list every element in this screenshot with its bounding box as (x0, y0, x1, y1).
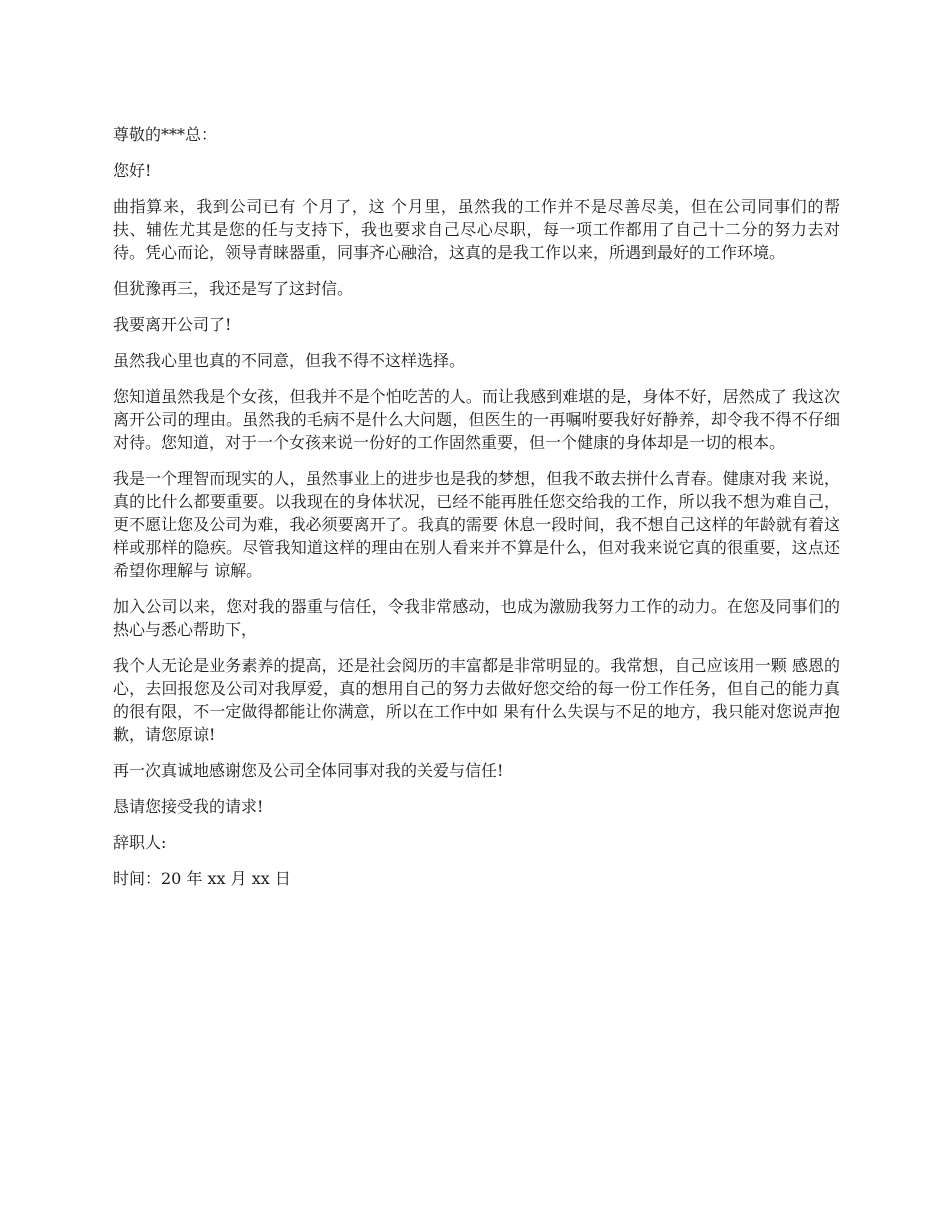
greeting: 您好! (113, 161, 152, 180)
signature-label: 辞职人: (113, 833, 167, 852)
paragraph: 我要离开公司了! (113, 315, 232, 334)
paragraph: 您知道虽然我是个女孩，但我并不是个怕吃苦的人。而让我感到难堪的是，身体不好，居然成了 我这次离开公司的理由。虽然我的毛病不是什么大问题，但医生的一再嘱咐要我好好静养，却令我不得不仔细对待。您知道，对于一个女孩来说一份好的工作固然重要，但一个健康的身体却是一切的根本。 (113, 387, 840, 452)
paragraph: 恳请您接受我的请求! (113, 797, 264, 816)
paragraph: 但犹豫再三，我还是写了这封信。 (113, 279, 354, 298)
resignation-letter (113, 123, 840, 903)
paragraph: 虽然我心里也真的不同意，但我不得不这样选择。 (113, 351, 466, 370)
salutation: 尊敬的***总： (113, 125, 218, 144)
paragraph: 曲指算来，我到公司已有 个月了，这 个月里，虽然我的工作并不是尽善尽美，但在公司同事们的帮扶、辅佐尤其是您的任与支持下，我也要求自己尽心尽职，每一项工作都用了自己十二分的努力去对 待。凭心而论，领导青睐器重，同事齐心融洽，这真的是我工作以来，所遇到最好的工作环境。 (113, 197, 840, 262)
paragraph: 加入公司以来，您对我的器重与信任，令我非常感动，也成为激励我努力工作的动力。在您及同事们的热心与悉心帮助下， (113, 597, 840, 639)
paragraph: 再一次真诚地感谢您及公司全体同事对我的关爱与信任! (113, 761, 504, 780)
date-line: 时间：20 年 xx 月 xx 日 (113, 869, 291, 888)
paragraph: 我是一个理智而现实的人，虽然事业上的进步也是我的梦想，但我不敢去拼什么青春。健康对我 来说，真的比什么都要重要。以我现在的身体状况，已经不能再胜任您交给我的工作，所以我不想为难自己，更不愿让您及公司为难，我必须要离开了。我真的需要 休息一段时间，我不想自己这样的年龄就有着这样或那样的隐疾。尽管我知道这样的理由在别人看来并不算是什么，但对我来说它真的很重要，这点还希望你理解与 谅解。 (113, 469, 840, 580)
paragraph: 我个人无论是业务素养的提高，还是社会阅历的丰富都是非常明显的。我常想，自己应该用一颗 感恩的心，去回报您及公司对我厚爱，真的想用自己的努力去做好您交给的每一份工作任务，但自己的能力真的很有限，不一定做得都能让你满意，所以在工作中如 果有什么失误与不足的地方，我只能对您说声抱歉，请您原谅! (113, 656, 840, 744)
